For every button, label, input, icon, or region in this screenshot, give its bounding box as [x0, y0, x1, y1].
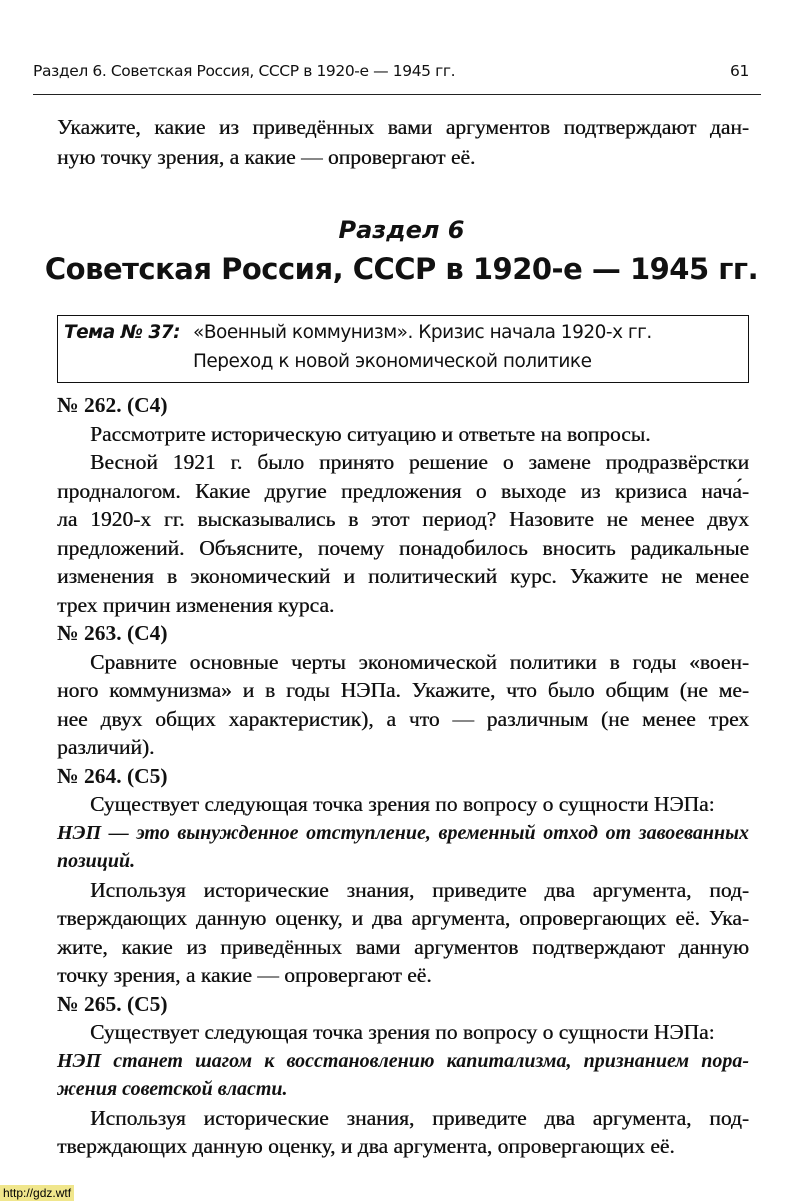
- task-number: № 262. (С4): [57, 393, 168, 417]
- text-line: тверждающих данную оценку, и два аргумента, опровергающих её.: [57, 1134, 675, 1158]
- task-number: № 264. (С5): [57, 763, 168, 788]
- text-line: тверждающих данную оценку, и два аргумента, опровергающих её. Ука-: [57, 906, 749, 930]
- text-line: трех причин изменения курса.: [57, 592, 335, 617]
- topic-label: Тема № 37:: [64, 322, 181, 343]
- running-header: Раздел 6. Советская Россия, СССР в 1920-е — 1945 гг.: [33, 62, 456, 80]
- task-number: № 263. (С4): [57, 621, 168, 645]
- page-number: 61: [730, 62, 749, 80]
- intro-paragraph: [57, 112, 749, 172]
- task-number: № 265. (С5): [57, 991, 168, 1016]
- quoted-viewpoint-line: НЭП — это вынужденное отступление, временный отход от завоеванных: [57, 821, 749, 844]
- text-line: продналогом. Какие другие предложения о выходе из кризиса нача́-: [57, 478, 749, 503]
- task-2: [57, 762, 749, 990]
- task-3: [57, 990, 749, 1161]
- text-line: Укажите, какие из приведённых вами аргументов подтверждают дан-: [57, 115, 749, 139]
- text-line: Существует следующая точка зрения по вопросу о сущности НЭПа:: [90, 1020, 715, 1044]
- text-line: различий).: [57, 735, 155, 759]
- topic-box: [57, 315, 749, 383]
- task-0: [57, 391, 749, 619]
- text-line: точку зрения, а какие — опровергают её.: [57, 963, 432, 987]
- watermark-link[interactable]: http://gdz.wtf: [0, 1185, 74, 1201]
- task-list: [57, 391, 749, 1161]
- quoted-viewpoint-line: жения советской власти.: [57, 1078, 288, 1100]
- text-line: предложений. Объясните, почему понадобилось вносить радикальные: [57, 535, 749, 560]
- text-line: ного коммунизма» и в годы НЭПа. Укажите, что было общим (не ме-: [57, 678, 749, 702]
- section-title: Советская Россия, СССР в 1920-е — 1945 гг.: [44, 252, 759, 286]
- topic-title-line: Переход к новой экономической политике: [193, 351, 592, 372]
- section-label: Раздел 6: [338, 216, 465, 244]
- text-line: изменения в экономический и политический курс. Укажите не менее: [57, 564, 749, 588]
- text-line: ную точку зрения, а какие — опровергают её.: [57, 145, 476, 169]
- task-1: [57, 619, 749, 762]
- text-line: Используя исторические знания, приведите два аргумента, под-: [90, 1105, 749, 1130]
- text-line: Используя исторические знания, приведите два аргумента, под-: [90, 877, 749, 902]
- quoted-viewpoint-line: позиций.: [57, 850, 136, 872]
- topic-title-line: «Военный коммунизм». Кризис начала 1920-х гг.: [193, 322, 652, 343]
- header-rule: [33, 94, 761, 95]
- text-line: Сравните основные черты экономической политики в годы «воен-: [90, 649, 749, 674]
- text-line: нее двух общих характеристик), а что — различным (не менее трех: [57, 706, 749, 731]
- quoted-viewpoint-line: НЭП станет шагом к восстановлению капитализма, признанием пора-: [57, 1049, 749, 1072]
- text-line: ла 1920-х гг. высказывались в этот период? Назовите не менее двух: [57, 507, 749, 531]
- text-line: Рассмотрите историческую ситуацию и ответьте на вопросы.: [90, 421, 651, 446]
- text-line: Весной 1921 г. было принято решение о замене продразвёрстки: [90, 450, 749, 474]
- text-line: жите, какие из приведённых вами аргументов подтверждают данную: [57, 934, 749, 959]
- text-line: Существует следующая точка зрения по вопросу о сущности НЭПа:: [90, 792, 715, 816]
